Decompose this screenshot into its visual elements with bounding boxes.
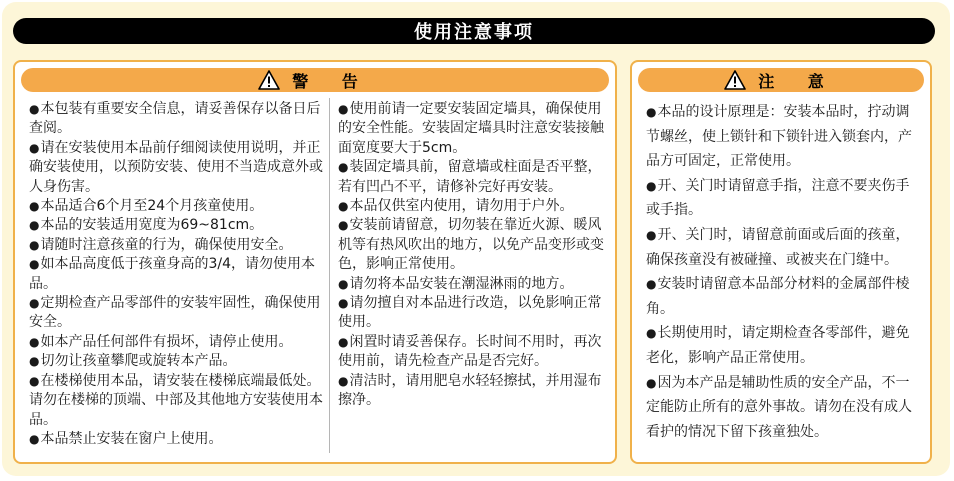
list-item: ● 开、关门时请留意手指，注意不要夹伤手或手指。: [646, 174, 918, 223]
caution-header: [638, 68, 924, 92]
list-item: ● 本品的安装适用宽度为69~81cm。: [29, 216, 329, 235]
list-item: ● 本品适合6个月至24个月孩童使用。: [29, 197, 329, 216]
list-item: ● 安装前请留意，切勿装在靠近火源、暖风机等有热风吹出的地方，以免产品变形或变色，影响正常使用。: [338, 216, 606, 274]
warning-header-label: 警 告: [292, 71, 372, 91]
list-item: ● 请随时注意孩童的行为，确保使用安全。: [29, 236, 329, 255]
list-item: ● 定期检查产品零部件的安装牢固性，确保使用安全。: [29, 294, 329, 333]
list-item: ● 开、关门时，请留意前面或后面的孩童，确保孩童没有被碰撞、或被夹在门缝中。: [646, 223, 918, 272]
list-item: ● 切勿让孩童攀爬或旋转本产品。: [29, 352, 329, 371]
warning-header: [21, 68, 609, 92]
list-item: ● 闲置时请妥善保存。长时间不用时，再次使用前，请先检查产品是否完好。: [338, 333, 606, 372]
list-item: ● 请勿将本品安装在潮湿淋雨的地方。: [338, 275, 606, 294]
list-item: ● 本品仅供室内使用，请勿用于户外。: [338, 197, 606, 216]
list-item: ● 清洁时，请用肥皂水轻轻擦拭，并用湿布擦净。: [338, 372, 606, 411]
list-item: ● 如本品高度低于孩童身高的3/4，请勿使用本品。: [29, 255, 329, 294]
caution-panel: [630, 60, 932, 464]
warning-mid-column: [338, 100, 606, 411]
column-divider: [329, 98, 330, 453]
list-item: ● 使用前请一定要安装固定墙具，确保使用的安全性能。安装固定墙具时注意安装接触面宽度要大于5cm。: [338, 100, 606, 158]
list-item: ● 在楼梯使用本品，请安装在楼梯底端最低处。请勿在楼梯的顶端、中部及其他地方安装使用本品。: [29, 372, 329, 430]
page-title: 使用注意事项: [414, 22, 534, 43]
list-item: ● 装固定墙具前，留意墙或柱面是否平整，若有凹凸不平，请修补完好再安装。: [338, 158, 606, 197]
warning-panel: [13, 60, 617, 464]
list-item: ● 本品的设计原理是：安装本品时，拧动调节螺丝，使上锁针和下锁针进入锁套内，产品方可固定，正常使用。: [646, 100, 918, 174]
title-bar: [13, 18, 935, 44]
caution-column: [646, 100, 918, 444]
list-item: ● 长期使用时，请定期检查各零部件，避免老化，影响产品正常使用。: [646, 321, 918, 370]
warning-triangle-icon: [258, 70, 280, 90]
list-item: ● 本包装有重要安全信息，请妥善保存以备日后查阅。: [29, 100, 329, 139]
list-item: ● 本品禁止安装在窗户上使用。: [29, 430, 329, 449]
list-item: ● 如本产品任何部件有损坏，请停止使用。: [29, 333, 329, 352]
list-item: ● 请勿擅自对本品进行改造，以免影响正常使用。: [338, 294, 606, 333]
list-item: ● 安装时请留意本品部分材料的金属部件棱角。: [646, 272, 918, 321]
caution-header-label: 注 意: [758, 71, 838, 91]
list-item: ● 请在安装使用本品前仔细阅读使用说明，并正确安装使用，以预防安装、使用不当造成意外或人身伤害。: [29, 139, 329, 197]
warning-left-column: [29, 100, 329, 449]
warning-triangle-icon: [724, 70, 746, 90]
list-item: ● 因为本产品是辅助性质的安全产品，不一定能防止所有的意外事故。请勿在没有成人看护的情况下留下孩童独处。: [646, 371, 918, 445]
